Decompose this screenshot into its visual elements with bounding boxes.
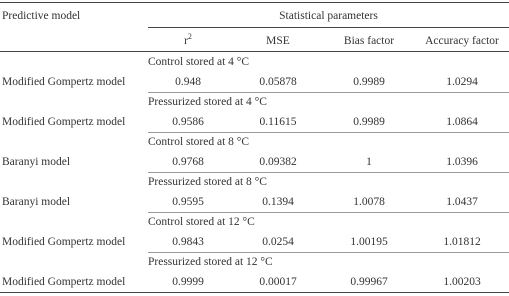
header-r-superscript: 2 xyxy=(187,32,192,42)
cell-mse: 0.05878 xyxy=(259,76,297,88)
cell-accuracy-factor: 1.0864 xyxy=(446,116,478,128)
cell-mse: 0.00017 xyxy=(259,276,297,288)
cell-accuracy-factor: 1.0437 xyxy=(446,196,478,208)
header-bottom-rule xyxy=(0,51,509,52)
condition-label: Pressurized stored at 8 °C xyxy=(148,176,267,188)
cell-r2: 0.9586 xyxy=(172,116,204,128)
section-separator xyxy=(148,212,509,213)
cell-bias-factor: 0.9989 xyxy=(353,116,385,128)
model-name: Modified Gompertz model xyxy=(2,116,126,128)
model-name: Baranyi model xyxy=(2,196,71,208)
cell-r2: 0.9999 xyxy=(172,276,204,288)
cell-accuracy-factor: 1.00203 xyxy=(443,276,481,288)
cell-r2: 0.9768 xyxy=(172,156,204,168)
cell-bias-factor: 1.0078 xyxy=(353,196,385,208)
header-r-text: r xyxy=(184,35,188,47)
section-separator xyxy=(148,172,509,173)
bottom-rule xyxy=(0,292,509,293)
header-bias-factor: Bias factor xyxy=(343,35,395,47)
condition-label: Control stored at 4 °C xyxy=(148,56,250,68)
cell-accuracy-factor: 1.0294 xyxy=(446,76,478,88)
model-name: Modified Gompertz model xyxy=(2,76,126,88)
model-name: Modified Gompertz model xyxy=(2,236,126,248)
cell-bias-factor: 0.9989 xyxy=(353,76,385,88)
section-separator xyxy=(148,132,509,133)
cell-r2: 0.9595 xyxy=(172,196,204,208)
cell-mse: 0.1394 xyxy=(262,196,294,208)
top-rule xyxy=(0,2,509,3)
cell-accuracy-factor: 1.01812 xyxy=(443,236,481,248)
cell-mse: 0.11615 xyxy=(259,116,297,128)
group-header-rule xyxy=(148,27,509,28)
header-predictive-model: Predictive model xyxy=(2,10,81,22)
cell-mse: 0.0254 xyxy=(262,236,294,248)
section-separator xyxy=(148,252,509,253)
cell-bias-factor: 0.99967 xyxy=(350,276,388,288)
condition-label: Pressurized stored at 12 °C xyxy=(148,256,273,268)
cell-bias-factor: 1.00195 xyxy=(350,236,388,248)
model-name: Baranyi model xyxy=(2,156,71,168)
cell-r2: 0.9843 xyxy=(172,236,204,248)
header-statistical-parameters: Statistical parameters xyxy=(279,10,378,22)
header-r2 xyxy=(148,34,228,48)
cell-r2: 0.948 xyxy=(175,76,201,88)
cell-accuracy-factor: 1.0396 xyxy=(446,156,478,168)
condition-label: Control stored at 12 °C xyxy=(148,216,255,228)
cell-bias-factor: 1 xyxy=(366,156,372,168)
header-accuracy-factor: Accuracy factor xyxy=(425,35,499,47)
condition-label: Control stored at 8 °C xyxy=(148,136,250,148)
header-mse: MSE xyxy=(266,35,290,47)
model-name: Modified Gompertz model xyxy=(2,276,126,288)
cell-mse: 0.09382 xyxy=(259,156,297,168)
section-separator xyxy=(148,92,509,93)
condition-label: Pressurized stored at 4 °C xyxy=(148,96,267,108)
